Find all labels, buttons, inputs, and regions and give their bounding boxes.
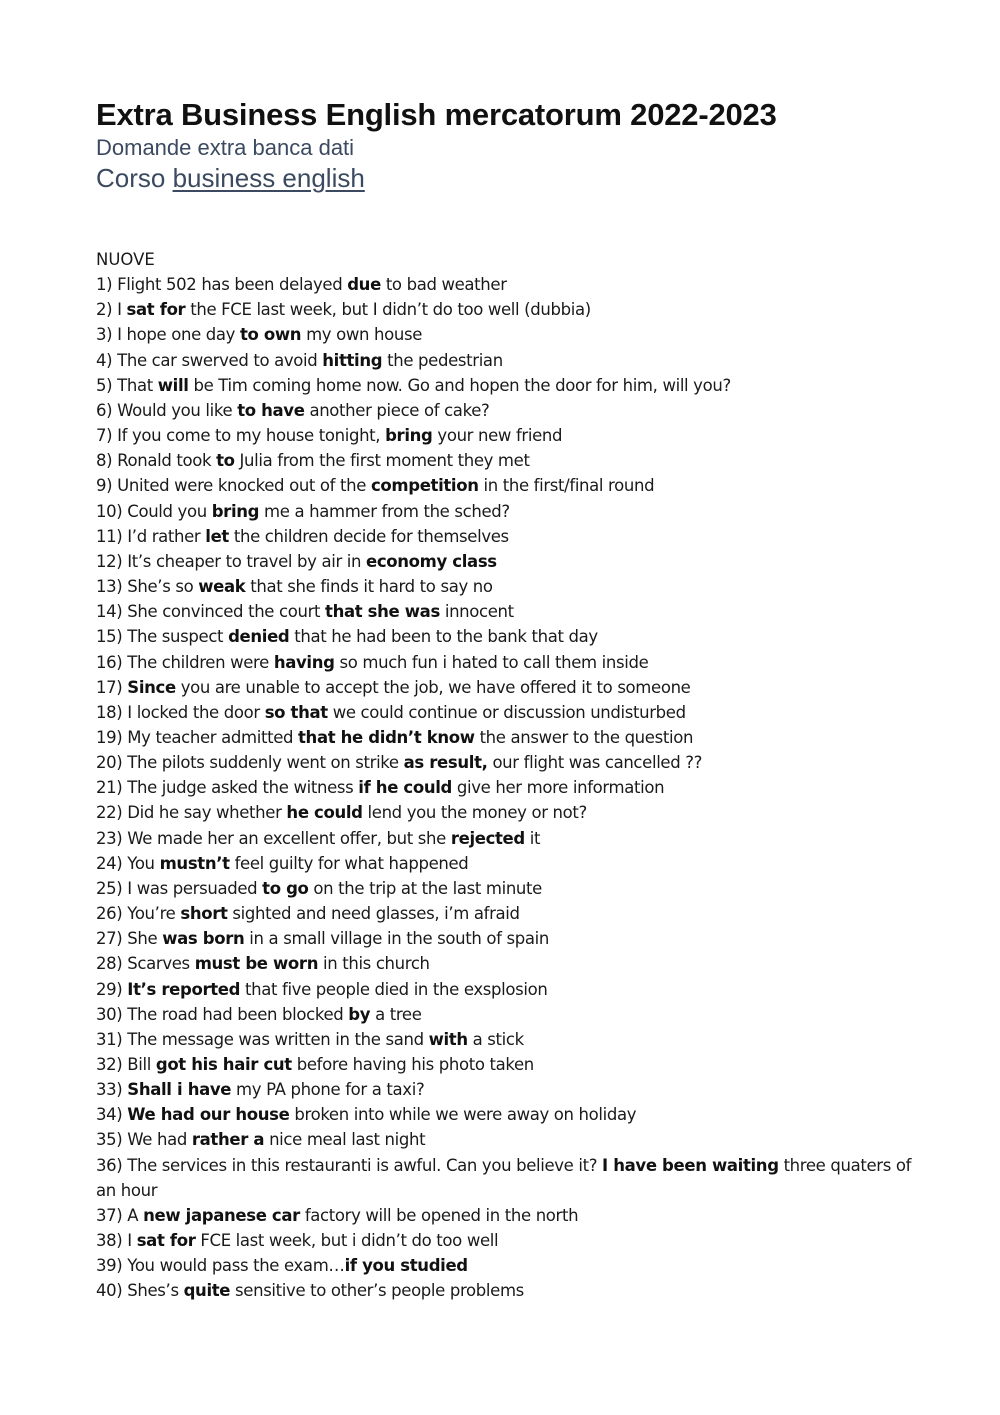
question-text: before having his photo taken bbox=[291, 1055, 534, 1074]
question-text: on the trip at the last minute bbox=[308, 878, 542, 898]
document-title: Extra Business English mercatorum 2022-2023 bbox=[96, 97, 777, 132]
question-item bbox=[96, 373, 916, 398]
question-text: in the first/final round bbox=[478, 476, 655, 496]
question-text: 30) The road had been blocked bbox=[96, 1004, 349, 1024]
course-line bbox=[96, 162, 916, 194]
question-text: 17) bbox=[96, 677, 128, 697]
question-text: 18) I locked the door bbox=[96, 702, 265, 722]
answer-text: rather a bbox=[191, 1130, 265, 1150]
answer-text: denied bbox=[228, 627, 290, 647]
question-text: the children decide for themselves bbox=[228, 526, 509, 546]
answer-text: that he didn’t know bbox=[298, 727, 475, 747]
question-text: 20) The pilots suddenly went on strike bbox=[96, 753, 404, 773]
answer-text: It’s reported bbox=[127, 979, 241, 999]
question-text: a stick bbox=[467, 1029, 524, 1049]
question-item bbox=[96, 851, 916, 876]
question-text: sighted and need glasses, i’m afraid bbox=[227, 904, 520, 924]
answer-text: as result, bbox=[403, 753, 488, 773]
answer-text: that she was bbox=[325, 602, 440, 622]
question-text: 35) We had bbox=[96, 1130, 192, 1150]
question-text: that he had been to the bank that day bbox=[289, 627, 598, 647]
question-text: 31) The message was written in the sand bbox=[96, 1029, 429, 1049]
question-text: 14) She convinced the court bbox=[96, 602, 326, 622]
answer-text: I have been waiting bbox=[602, 1155, 779, 1175]
question-text: innocent bbox=[439, 602, 514, 622]
question-text: 2) I bbox=[96, 300, 127, 320]
question-text: your new friend bbox=[432, 426, 563, 446]
question-item bbox=[96, 448, 916, 473]
question-item bbox=[96, 1027, 916, 1052]
question-list bbox=[96, 272, 916, 1303]
question-text: Julia from the first moment they met bbox=[234, 451, 530, 471]
question-text: 4) The car swerved to avoid bbox=[96, 350, 323, 370]
answer-text: hitting bbox=[322, 350, 383, 370]
question-item bbox=[96, 1253, 916, 1278]
question-text: 40) Shes’s bbox=[96, 1281, 184, 1301]
question-item bbox=[96, 826, 916, 851]
question-text: 37) A bbox=[96, 1205, 144, 1225]
answer-text: weak bbox=[198, 577, 246, 597]
question-item bbox=[96, 800, 916, 825]
answer-text: if you studied bbox=[344, 1256, 468, 1276]
question-text: the FCE last week, but I didn’t do too well (dubbia) bbox=[185, 300, 591, 320]
question-text: 8) Ronald took bbox=[96, 451, 217, 471]
question-item bbox=[96, 700, 916, 725]
question-item bbox=[96, 1127, 916, 1152]
answer-text: competition bbox=[370, 476, 479, 496]
question-text: in a small village in the south of spain bbox=[244, 929, 549, 949]
question-item bbox=[96, 675, 916, 700]
question-item bbox=[96, 1077, 916, 1102]
question-text: so much fun i hated to call them inside bbox=[334, 652, 649, 672]
question-item bbox=[96, 524, 916, 549]
answer-text: to go bbox=[262, 878, 309, 898]
question-item bbox=[96, 1052, 916, 1077]
question-text: feel guilty for what happened bbox=[229, 853, 469, 873]
course-prefix: Corso bbox=[96, 163, 173, 193]
answer-text: Shall i have bbox=[127, 1080, 232, 1100]
question-text: we could continue or discussion undisturbed bbox=[327, 702, 686, 722]
question-item bbox=[96, 725, 916, 750]
question-text: you are unable to accept the job, we have offered it to someone bbox=[175, 677, 691, 697]
answer-text: bring bbox=[385, 426, 433, 446]
question-text: be Tim coming home now. Go and hopen the door for him, will you? bbox=[188, 375, 731, 395]
question-item bbox=[96, 549, 916, 574]
question-text: another piece of cake? bbox=[304, 400, 490, 420]
answer-text: by bbox=[348, 1004, 371, 1024]
answer-text: rejected bbox=[450, 828, 525, 848]
question-text: 32) Bill bbox=[96, 1055, 156, 1074]
course-link[interactable]: business english bbox=[172, 163, 365, 193]
answer-text: to bbox=[216, 451, 235, 471]
question-text: 6) Would you like bbox=[96, 400, 238, 420]
question-text: 1) Flight 502 has been delayed bbox=[96, 275, 348, 295]
answer-text: if he could bbox=[358, 778, 453, 798]
answer-text: Since bbox=[127, 677, 176, 697]
answer-text: sat for bbox=[126, 300, 186, 320]
document-subtitle: Domande extra banca dati bbox=[96, 135, 355, 160]
question-item bbox=[96, 599, 916, 624]
question-text: that five people died in the exsplosion bbox=[240, 979, 548, 999]
question-text: 22) Did he say whether bbox=[96, 803, 287, 823]
answer-text: with bbox=[428, 1029, 468, 1049]
question-text: FCE last week, but i didn’t do too well bbox=[195, 1231, 499, 1251]
question-text: 23) We made her an excellent offer, but she bbox=[96, 828, 451, 848]
question-text: in this church bbox=[318, 954, 430, 974]
question-item bbox=[96, 1278, 916, 1303]
question-text: 38) I bbox=[96, 1231, 137, 1251]
answer-text: got his hair cut bbox=[155, 1055, 292, 1074]
document-page bbox=[96, 96, 916, 1304]
answer-text: so that bbox=[264, 702, 328, 722]
question-text: 34) bbox=[96, 1105, 128, 1125]
question-text: 29) bbox=[96, 979, 128, 999]
question-item bbox=[96, 322, 916, 347]
question-text: me a hammer from the sched? bbox=[259, 501, 510, 521]
answer-text: let bbox=[205, 526, 229, 546]
answer-text: to own bbox=[239, 325, 302, 345]
question-text: the answer to the question bbox=[474, 727, 694, 747]
question-text: that she finds it hard to say no bbox=[245, 577, 493, 597]
question-text: my own house bbox=[301, 325, 422, 345]
question-item bbox=[96, 1228, 916, 1253]
question-text: 12) It’s cheaper to travel by air in bbox=[96, 551, 367, 571]
question-text: 36) The services in this restauranti is awful. Can you believe it? bbox=[96, 1155, 603, 1175]
question-item bbox=[96, 1102, 916, 1127]
question-text: 16) The children were bbox=[96, 652, 274, 672]
question-item bbox=[96, 926, 916, 951]
question-text: a tree bbox=[370, 1004, 422, 1024]
question-item bbox=[96, 624, 916, 649]
answer-text: to have bbox=[237, 400, 305, 420]
question-item bbox=[96, 423, 916, 448]
question-text: 26) You’re bbox=[96, 904, 181, 924]
question-item bbox=[96, 1203, 916, 1228]
question-text: 19) My teacher admitted bbox=[96, 727, 299, 747]
answer-text: bring bbox=[211, 501, 260, 521]
question-text: give her more information bbox=[452, 778, 665, 798]
question-text: it bbox=[524, 828, 541, 848]
question-text: to bad weather bbox=[380, 275, 507, 295]
question-text: 15) The suspect bbox=[96, 627, 229, 647]
question-item bbox=[96, 1153, 916, 1203]
question-text: 5) That bbox=[96, 375, 158, 395]
question-text: 11) I’d rather bbox=[96, 526, 206, 546]
question-item bbox=[96, 297, 916, 322]
answer-text: was born bbox=[162, 929, 245, 949]
question-item bbox=[96, 272, 916, 297]
answer-text: short bbox=[180, 904, 228, 924]
answer-text: will bbox=[157, 375, 189, 395]
answer-text: having bbox=[273, 652, 335, 672]
question-text: 33) bbox=[96, 1080, 128, 1100]
question-text: my PA phone for a taxi? bbox=[231, 1080, 425, 1100]
answer-text: new japanese car bbox=[143, 1205, 300, 1225]
question-item bbox=[96, 398, 916, 423]
question-text: 10) Could you bbox=[96, 501, 212, 521]
question-item bbox=[96, 1002, 916, 1027]
answer-text: quite bbox=[183, 1281, 231, 1301]
question-text: the pedestrian bbox=[382, 350, 503, 370]
question-item bbox=[96, 876, 916, 901]
question-text: factory will be opened in the north bbox=[299, 1205, 579, 1225]
question-text: 27) She bbox=[96, 929, 163, 949]
answer-text: mustn’t bbox=[159, 853, 230, 873]
question-item bbox=[96, 473, 916, 498]
question-item bbox=[96, 775, 916, 800]
question-item bbox=[96, 650, 916, 675]
answer-text: due bbox=[347, 275, 381, 295]
question-text: 13) She’s so bbox=[96, 577, 199, 597]
answer-text: economy class bbox=[366, 551, 497, 571]
question-item bbox=[96, 951, 916, 976]
question-text: 39) You would pass the exam… bbox=[96, 1256, 345, 1276]
question-item bbox=[96, 574, 916, 599]
question-text: our flight was cancelled ?? bbox=[487, 753, 703, 773]
question-text: three quaters of an hour bbox=[96, 1155, 912, 1200]
question-item bbox=[96, 750, 916, 775]
question-text: 9) United were knocked out of the bbox=[96, 476, 371, 496]
question-text: 28) Scarves bbox=[96, 954, 195, 974]
question-text: nice meal last night bbox=[264, 1130, 426, 1150]
question-text: 25) I was persuaded bbox=[96, 878, 263, 898]
question-item bbox=[96, 348, 916, 373]
section-label: NUOVE bbox=[96, 250, 155, 269]
question-text: broken into while we were away on holiday bbox=[289, 1105, 637, 1125]
question-text: 21) The judge asked the witness bbox=[96, 778, 359, 798]
question-item bbox=[96, 977, 916, 1002]
question-text: 7) If you come to my house tonight, bbox=[96, 426, 386, 446]
answer-text: sat for bbox=[136, 1231, 196, 1251]
answer-text: must be worn bbox=[194, 954, 319, 974]
question-item bbox=[96, 901, 916, 926]
question-text: lend you the money or not? bbox=[362, 803, 587, 823]
answer-text: he could bbox=[286, 803, 363, 823]
question-item bbox=[96, 499, 916, 524]
answer-text: We had our house bbox=[127, 1105, 290, 1125]
question-text: 24) You bbox=[96, 853, 160, 873]
question-text: sensitive to other’s people problems bbox=[230, 1281, 524, 1301]
question-text: 3) I hope one day bbox=[96, 325, 240, 345]
